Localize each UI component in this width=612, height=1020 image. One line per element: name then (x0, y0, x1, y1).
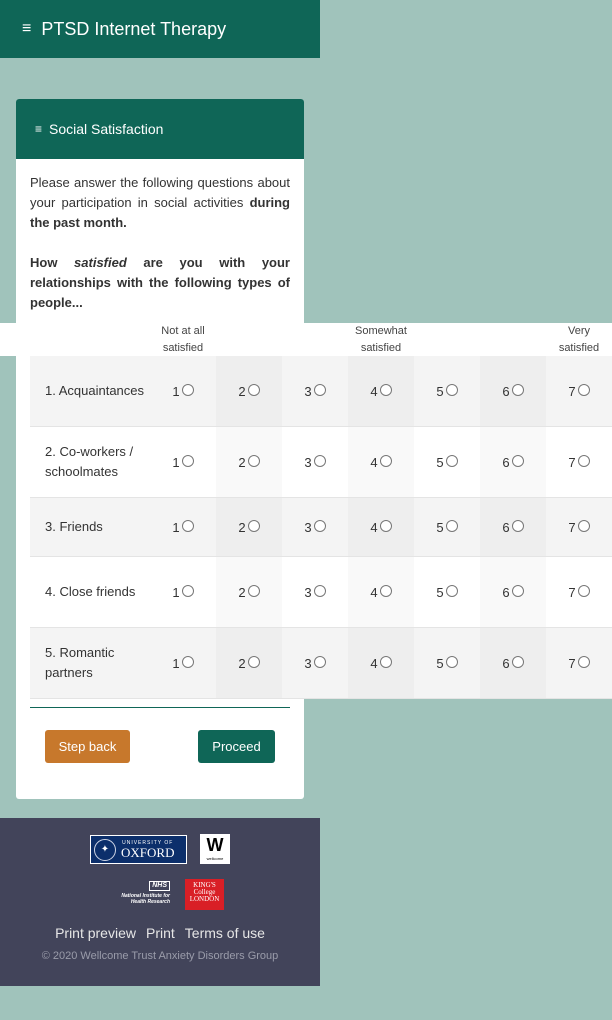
scale-label-high: Very satisfied (558, 325, 600, 354)
radio-button[interactable] (512, 656, 524, 668)
option-5[interactable]: 5 (414, 557, 480, 627)
radio-button[interactable] (446, 455, 458, 467)
instructions-emphasis: during the past month. (30, 195, 290, 230)
radio-button[interactable] (182, 520, 194, 532)
radio-button[interactable] (380, 455, 392, 467)
matrix-row-friends (30, 498, 612, 557)
radio-button[interactable] (512, 384, 524, 396)
radio-button[interactable] (248, 384, 260, 396)
matrix-row-coworkers (30, 427, 612, 498)
radio-button[interactable] (578, 656, 590, 668)
radio-button[interactable] (182, 656, 194, 668)
option-1[interactable]: 1 (150, 498, 216, 556)
wellcome-logo: W wellcome (200, 834, 230, 864)
question-text: How satisfied are you with your relationships with the following types of people... (30, 255, 290, 310)
footer-links (0, 925, 320, 941)
radio-button[interactable] (380, 384, 392, 396)
option-4[interactable]: 4 (348, 628, 414, 698)
app-title: PTSD Internet Therapy (41, 18, 227, 39)
card-header (16, 99, 304, 159)
option-5[interactable]: 5 (414, 628, 480, 698)
app-header (0, 0, 320, 58)
radio-button[interactable] (380, 656, 392, 668)
radio-button[interactable] (512, 520, 524, 532)
radio-button[interactable] (578, 384, 590, 396)
radio-button[interactable] (314, 384, 326, 396)
radio-button[interactable] (446, 585, 458, 597)
option-6[interactable]: 6 (480, 557, 546, 627)
option-4[interactable]: 4 (348, 356, 414, 426)
radio-button[interactable] (248, 520, 260, 532)
radio-button[interactable] (446, 384, 458, 396)
crest-icon: ✦ (94, 839, 116, 861)
radio-button[interactable] (578, 455, 590, 467)
radio-button[interactable] (314, 656, 326, 668)
option-2[interactable]: 2 (216, 498, 282, 556)
hamburger-menu-icon[interactable]: ≡ (22, 20, 32, 37)
rating-matrix (30, 356, 612, 699)
radio-button[interactable] (578, 520, 590, 532)
radio-button[interactable] (314, 520, 326, 532)
row-label: 2. Co-workers / schoolmates (45, 444, 134, 479)
terms-of-use-link[interactable]: Terms of use (184, 925, 265, 941)
scale-label-mid: Somewhat satisfied (355, 325, 407, 354)
option-4[interactable]: 4 (348, 557, 414, 627)
radio-button[interactable] (446, 520, 458, 532)
row-label: 5. Romantic partners (45, 645, 115, 680)
option-1[interactable]: 1 (150, 427, 216, 497)
option-4[interactable]: 4 (348, 498, 414, 556)
radio-button[interactable] (380, 585, 392, 597)
radio-button[interactable] (314, 585, 326, 597)
option-3[interactable]: 3 (282, 557, 348, 627)
option-2[interactable]: 2 (216, 557, 282, 627)
scale-header (0, 323, 612, 356)
print-preview-link[interactable]: Print preview (55, 925, 136, 941)
section-menu-icon[interactable]: ≡ (35, 122, 43, 136)
radio-button[interactable] (248, 455, 260, 467)
option-1[interactable]: 1 (150, 628, 216, 698)
option-6[interactable]: 6 (480, 628, 546, 698)
radio-button[interactable] (314, 455, 326, 467)
matrix-row-acquaintances (30, 356, 612, 427)
option-3[interactable]: 3 (282, 427, 348, 497)
step-back-button[interactable]: Step back (45, 730, 130, 763)
matrix-row-romantic-partners (30, 628, 612, 699)
scale-label-low: Not at all satisfied (161, 325, 205, 354)
radio-button[interactable] (182, 455, 194, 467)
radio-button[interactable] (248, 656, 260, 668)
proceed-button[interactable]: Proceed (198, 730, 275, 763)
option-3[interactable]: 3 (282, 356, 348, 426)
option-3[interactable]: 3 (282, 628, 348, 698)
radio-button[interactable] (578, 585, 590, 597)
row-label: 3. Friends (45, 519, 103, 534)
print-link[interactable]: Print (145, 925, 175, 941)
radio-button[interactable] (248, 585, 260, 597)
kings-college-logo: KING'S College LONDON (185, 879, 224, 910)
option-7[interactable]: 7 (546, 498, 612, 556)
option-6[interactable]: 6 (480, 427, 546, 497)
option-5[interactable]: 5 (414, 498, 480, 556)
option-5[interactable]: 5 (414, 356, 480, 426)
option-7[interactable]: 7 (546, 427, 612, 497)
option-1[interactable]: 1 (150, 557, 216, 627)
option-2[interactable]: 2 (216, 628, 282, 698)
radio-button[interactable] (512, 585, 524, 597)
radio-button[interactable] (446, 656, 458, 668)
card-title: Social Satisfaction (49, 121, 164, 137)
row-label: 4. Close friends (45, 584, 136, 599)
radio-button[interactable] (512, 455, 524, 467)
option-2[interactable]: 2 (216, 356, 282, 426)
option-5[interactable]: 5 (414, 427, 480, 497)
copyright-text: © 2020 Wellcome Trust Anxiety Disorders Group (41, 950, 279, 962)
question-emphasis: satisfied (74, 255, 127, 270)
matrix-row-close-friends (30, 557, 612, 628)
option-6[interactable]: 6 (480, 356, 546, 426)
option-7[interactable]: 7 (546, 557, 612, 627)
instructions-text: Please answer the following questions about your participation in social activities during the past month. (30, 175, 290, 230)
oxford-logo: ✦ UNIVERSITY OF OXFORD (90, 835, 187, 864)
option-2[interactable]: 2 (216, 427, 282, 497)
option-1[interactable]: 1 (150, 356, 216, 426)
divider (30, 707, 290, 708)
option-3[interactable]: 3 (282, 498, 348, 556)
option-4[interactable]: 4 (348, 427, 414, 497)
option-7[interactable]: 7 (546, 356, 612, 426)
option-7[interactable]: 7 (546, 628, 612, 698)
footer (0, 818, 320, 986)
nihr-logo: NHS National Institute for Health Research (121, 882, 170, 905)
radio-button[interactable] (182, 384, 194, 396)
option-6[interactable]: 6 (480, 498, 546, 556)
radio-button[interactable] (182, 585, 194, 597)
row-label: 1. Acquaintances (45, 383, 145, 398)
radio-button[interactable] (380, 520, 392, 532)
